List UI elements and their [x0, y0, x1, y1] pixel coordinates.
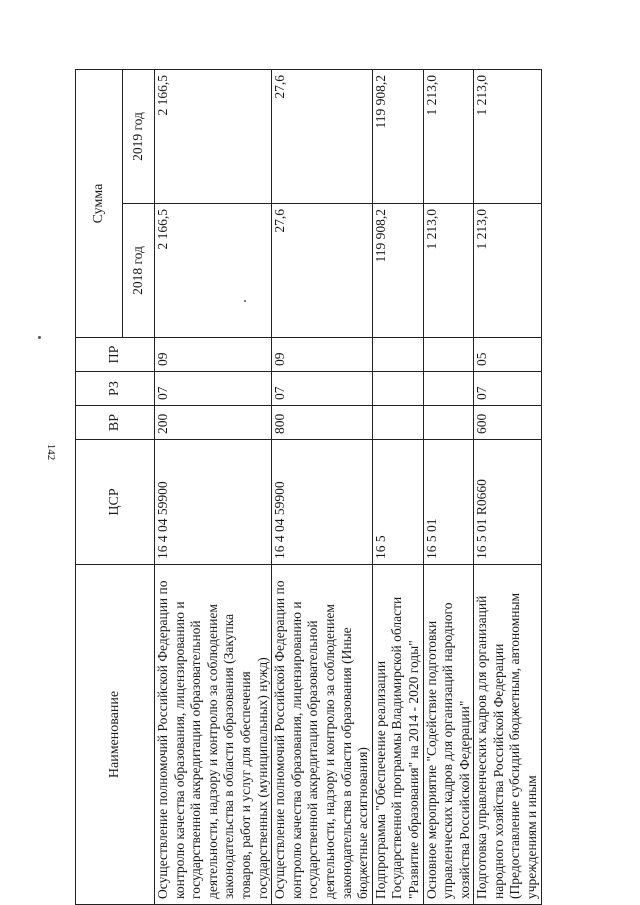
row-vr: 200 — [155, 406, 272, 440]
row-sum-2018: 27,6 — [272, 204, 373, 338]
header-sum: Сумма — [76, 70, 123, 338]
header-csr: ЦСР — [76, 440, 155, 565]
page-number: 142 — [45, 443, 57, 461]
row-sum-2018: 1 213,0 — [423, 204, 474, 338]
table-row — [272, 70, 373, 905]
scan-speck — [38, 336, 41, 339]
rotated-page-content — [75, 70, 620, 905]
row-rz: 07 — [155, 372, 272, 406]
header-pr: ПР — [76, 338, 155, 372]
row-sum-2018: 1 213,0 — [474, 204, 541, 338]
row-name: Осуществление полномочий Российской Федерации по контролю качества образования, лицензированию и государственной аккредитации образовательной деятельности, надзору и контролю за соблюдением законодательства в области образования (Закупка товаров, работ и услуг для обеспечения государственных (муниципальных) нужд) — [155, 565, 272, 905]
row-pr: 05 — [474, 338, 541, 372]
row-sum-2018: 2 166,5 — [155, 204, 272, 338]
row-sum-2018: 119 908,2 — [372, 204, 423, 338]
row-name: Осуществление полномочий Российской Федерации по контролю качества образования, лицензированию и государственной аккредитации образовательной деятельности, надзору и контролю за соблюдением законодательства в области образования (Иные бюджетные ассигнования) — [272, 565, 373, 905]
row-csr: 16 5 01 — [423, 440, 474, 565]
table-row — [155, 70, 272, 905]
row-pr: 09 — [155, 338, 272, 372]
budget-table — [75, 69, 542, 905]
row-csr: 16 4 04 59900 — [155, 440, 272, 565]
row-sum-2019: 119 908,2 — [372, 70, 423, 204]
header-vr: ВР — [76, 406, 155, 440]
row-vr: 600 — [474, 406, 541, 440]
row-sum-2019: 1 213,0 — [474, 70, 541, 204]
row-pr — [372, 338, 423, 372]
row-sum-2019: 27,6 — [272, 70, 373, 204]
row-sum-2019: 2 166,5 — [155, 70, 272, 204]
header-year-2018: 2018 год — [123, 204, 155, 338]
table-row — [423, 70, 474, 905]
row-csr: 16 5 01 R0660 — [474, 440, 541, 565]
row-csr: 16 4 04 59900 — [272, 440, 373, 565]
row-vr — [423, 406, 474, 440]
row-rz: 07 — [272, 372, 373, 406]
header-name: Наименование — [76, 565, 155, 905]
header-rz: РЗ — [76, 372, 155, 406]
table-row — [474, 70, 541, 905]
row-pr: 09 — [272, 338, 373, 372]
row-vr: 800 — [272, 406, 373, 440]
row-pr — [423, 338, 474, 372]
row-vr — [372, 406, 423, 440]
row-name: Подготовка управленческих кадров для организаций народного хозяйства Российской Федерации (Предоставление субсидий бюджетным, автономным учреждениям и иным — [474, 565, 541, 905]
row-name: Основное мероприятие "Содействие подготовки управленческих кадров для организаций народного хозяйства Российской Федерации" — [423, 565, 474, 905]
row-name: Подпрограмма "Обеспечение реализации Государственной программы Владимирской области "Развитие образования" на 2014 - 2020 годы" — [372, 565, 423, 905]
row-rz: 07 — [474, 372, 541, 406]
header-year-2019: 2019 год — [123, 70, 155, 204]
row-rz — [372, 372, 423, 406]
row-rz — [423, 372, 474, 406]
row-csr: 16 5 — [372, 440, 423, 565]
row-sum-2019: 1 213,0 — [423, 70, 474, 204]
table-row — [372, 70, 423, 905]
header-row — [76, 70, 123, 905]
scan-speck — [244, 300, 246, 302]
